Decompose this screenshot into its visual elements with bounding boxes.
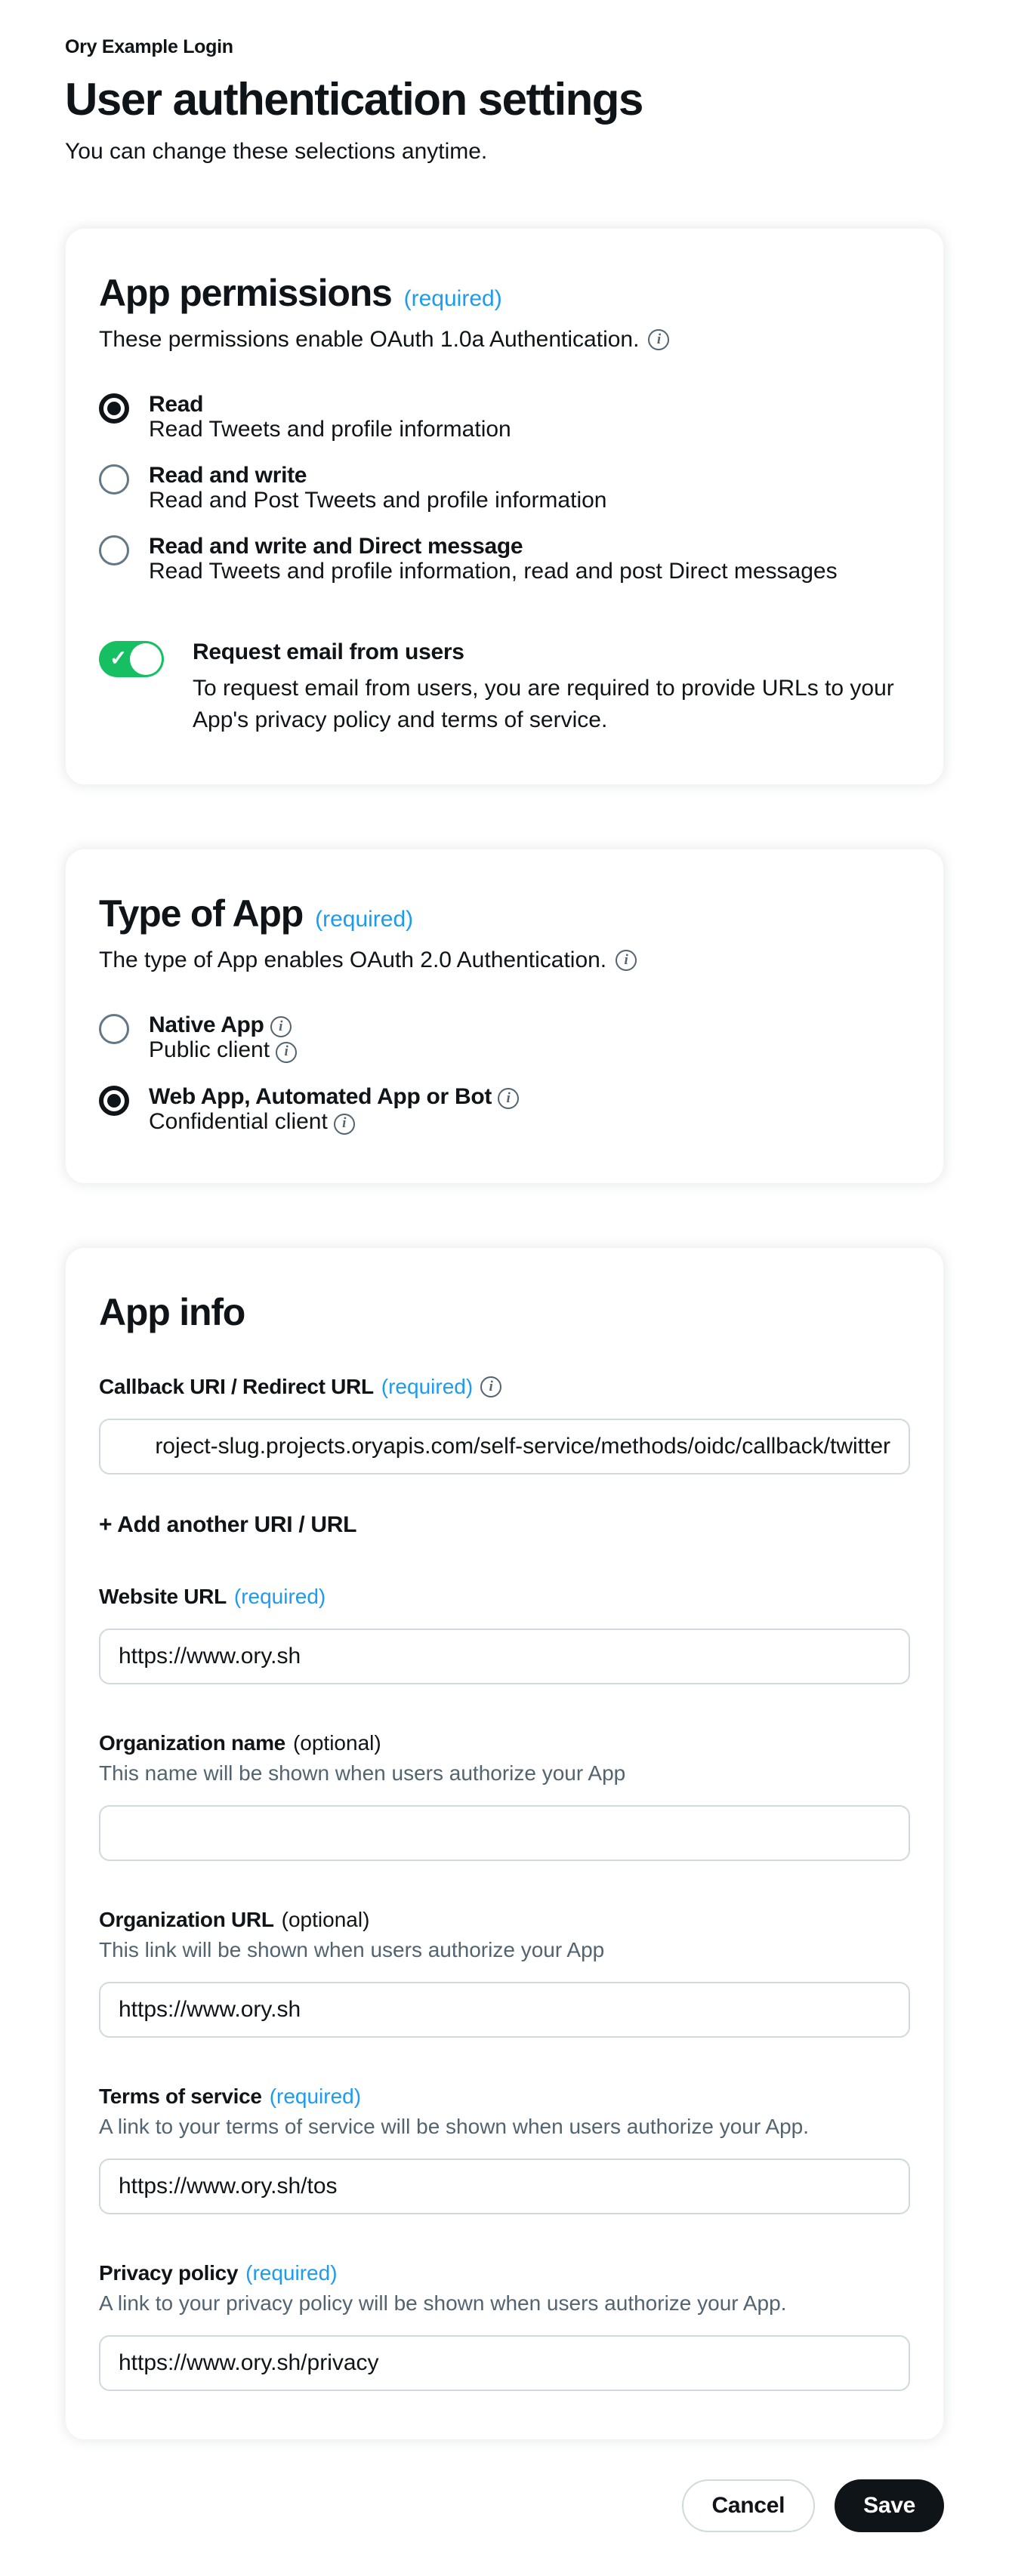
- organization-name-field: [99, 1731, 910, 1861]
- required-tag: (required): [315, 907, 414, 932]
- radio-label: Read and write and Direct message: [149, 534, 523, 559]
- type-of-app-card: [65, 849, 944, 1184]
- radio-description: Read Tweets and profile information: [149, 417, 511, 442]
- radio-texts: [149, 1012, 297, 1063]
- radio-button[interactable]: [99, 464, 129, 495]
- info-icon[interactable]: i: [498, 1088, 519, 1109]
- website-url-input[interactable]: [99, 1628, 910, 1684]
- callback-url-input[interactable]: [99, 1419, 910, 1474]
- organization-url-field: [99, 1908, 910, 2038]
- type-radio-group: [99, 1012, 910, 1135]
- info-icon[interactable]: i: [648, 329, 669, 350]
- type-of-app-description-text: The type of App enables OAuth 2.0 Authentication.: [99, 948, 607, 972]
- info-icon[interactable]: i: [270, 1016, 292, 1037]
- optional-tag: (optional): [292, 1730, 381, 1755]
- page-subtitle: You can change these selections anytime.: [65, 139, 488, 164]
- toggle-texts: [193, 639, 910, 736]
- radio-label: Read: [149, 392, 204, 417]
- radio-option-read-write[interactable]: [99, 463, 910, 513]
- required-tag: (required): [381, 1374, 474, 1398]
- radio-sublabel: Confidential client i: [149, 1109, 519, 1134]
- required-tag: (required): [403, 286, 502, 311]
- radio-button-selected[interactable]: [99, 1086, 129, 1116]
- privacy-policy-input[interactable]: [99, 2335, 910, 2391]
- toggle-knob: [130, 643, 162, 675]
- app-name: Ory Example Login: [65, 36, 233, 57]
- app-info-heading: App info: [99, 1290, 245, 1333]
- permissions-radio-group: [99, 392, 910, 584]
- footer-actions: [65, 2479, 944, 2576]
- radio-option-native-app[interactable]: [99, 1012, 910, 1063]
- app-permissions-card: [65, 228, 944, 785]
- radio-description: Read Tweets and profile information, read and post Direct messages: [149, 559, 838, 584]
- website-url-label-row: [99, 1585, 910, 1609]
- privacy-policy-label: Privacy policy: [99, 2260, 239, 2285]
- privacy-policy-field: [99, 2261, 910, 2391]
- website-url-label: Website URL: [99, 1584, 227, 1608]
- radio-label: Read and write: [149, 463, 307, 488]
- save-button[interactable]: Save: [835, 2479, 944, 2532]
- info-icon[interactable]: i: [480, 1376, 501, 1397]
- privacy-policy-helper: A link to your privacy policy will be shown when users authorize your App.: [99, 2291, 787, 2315]
- radio-option-web-app[interactable]: [99, 1084, 910, 1135]
- website-url-field: [99, 1585, 910, 1684]
- radio-sublabel: Public client i: [149, 1037, 297, 1062]
- organization-name-label-row: [99, 1731, 910, 1755]
- radio-description: Read and Post Tweets and profile information: [149, 488, 607, 513]
- request-email-label: Request email from users: [193, 639, 464, 664]
- radio-texts: [149, 534, 838, 584]
- terms-of-service-label: Terms of service: [99, 2084, 262, 2108]
- radio-texts: [149, 463, 606, 513]
- organization-url-helper: This link will be shown when users authorize your App: [99, 1937, 605, 1961]
- radio-label: Web App, Automated App or Bot i: [149, 1084, 519, 1109]
- page-header: [65, 36, 944, 165]
- app-permissions-heading-row: [99, 271, 910, 315]
- request-email-toggle-on[interactable]: [99, 641, 164, 677]
- optional-tag: (optional): [281, 1907, 370, 1931]
- type-of-app-heading-row: [99, 892, 910, 935]
- app-permissions-description: [99, 327, 910, 353]
- terms-of-service-input[interactable]: [99, 2158, 910, 2214]
- terms-of-service-field: [99, 2085, 910, 2214]
- info-icon[interactable]: i: [276, 1042, 297, 1063]
- cancel-button[interactable]: Cancel: [682, 2479, 816, 2532]
- radio-texts: [149, 1084, 519, 1135]
- terms-of-service-label-row: [99, 2085, 910, 2109]
- radio-texts: [149, 392, 511, 442]
- terms-of-service-helper: A link to your terms of service will be shown when users authorize your App.: [99, 2114, 809, 2138]
- organization-url-label: Organization URL: [99, 1907, 274, 1931]
- page-title: User authentication settings: [65, 74, 643, 125]
- required-tag: (required): [269, 2084, 362, 2108]
- app-info-card: [65, 1247, 944, 2440]
- type-of-app-description: [99, 948, 910, 973]
- add-another-url-button[interactable]: + Add another URI / URL: [99, 1511, 357, 1537]
- organization-url-input[interactable]: [99, 1982, 910, 2038]
- privacy-policy-label-row: [99, 2261, 910, 2285]
- required-tag: (required): [233, 1584, 326, 1608]
- info-icon[interactable]: i: [334, 1114, 355, 1135]
- organization-name-input[interactable]: [99, 1805, 910, 1861]
- request-email-row: [99, 639, 910, 736]
- organization-name-label: Organization name: [99, 1730, 285, 1755]
- organization-name-helper: This name will be shown when users authorize your App: [99, 1761, 626, 1785]
- radio-button[interactable]: [99, 535, 129, 565]
- callback-url-label-row: [99, 1375, 910, 1399]
- check-icon: ✓: [110, 646, 128, 670]
- organization-url-label-row: [99, 1908, 910, 1932]
- info-icon[interactable]: i: [616, 950, 637, 971]
- required-tag: (required): [245, 2260, 338, 2285]
- type-of-app-heading: Type of App: [99, 892, 304, 935]
- radio-option-read-write-dm[interactable]: [99, 534, 910, 584]
- radio-button[interactable]: [99, 1014, 129, 1044]
- callback-url-label: Callback URI / Redirect URL: [99, 1374, 374, 1398]
- radio-option-read[interactable]: [99, 392, 910, 442]
- radio-button-selected[interactable]: [99, 393, 129, 424]
- callback-url-value: roject-slug.projects.oryapis.com/self-service/methods/oidc/callback/twitter: [155, 1433, 890, 1459]
- app-permissions-description-text: These permissions enable OAuth 1.0a Authentication.: [99, 327, 640, 352]
- callback-url-field: [99, 1375, 910, 1474]
- radio-label: Native App i: [149, 1012, 297, 1037]
- app-permissions-heading: App permissions: [99, 272, 392, 314]
- request-email-description: To request email from users, you are required to provide URLs to your App's privacy policy and terms of service.: [193, 676, 894, 732]
